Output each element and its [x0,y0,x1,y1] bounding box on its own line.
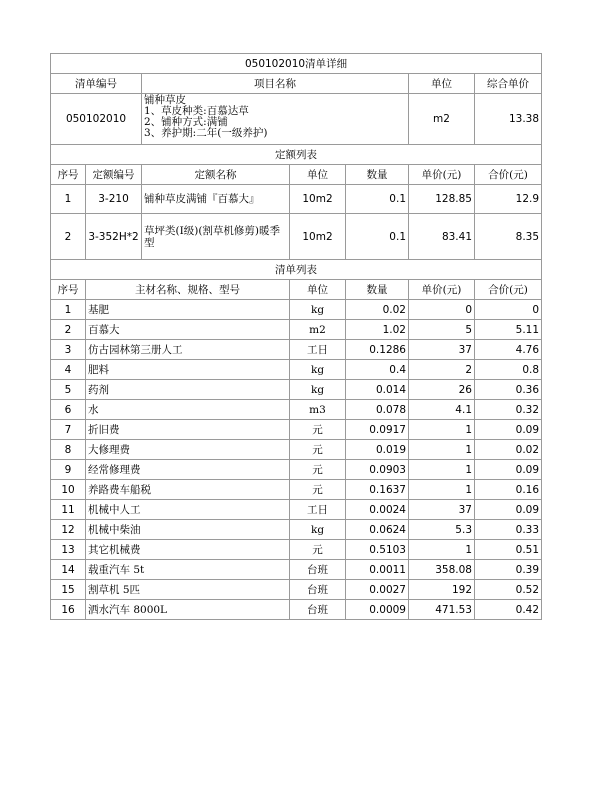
list-unit: kg [290,520,346,540]
list-row [51,580,542,600]
list-seq: 4 [51,360,86,380]
list-unit-price: 471.53 [409,600,475,620]
list-name: 养路费车船税 [86,480,290,500]
list-row [51,500,542,520]
quota-qty: 0.1 [346,214,409,260]
quota-unit-price: 128.85 [409,185,475,214]
list-unit: kg [290,360,346,380]
quota-unit: 10m2 [290,214,346,260]
quota-name-header: 定额名称 [142,165,290,185]
list-qty: 0.0917 [346,420,409,440]
list-seq: 14 [51,560,86,580]
list-qty: 0.0009 [346,600,409,620]
quota-header-row [51,165,542,185]
item-name-header: 项目名称 [142,74,409,94]
quota-code: 3-352H*2 [86,214,142,260]
list-name: 洒水汽车 8000L [86,600,290,620]
list-unit-price: 26 [409,380,475,400]
list-unit-price: 4.1 [409,400,475,420]
item-code-header: 清单编号 [51,74,142,94]
list-seq: 1 [51,300,86,320]
list-row [51,440,542,460]
quota-qty-header: 数量 [346,165,409,185]
list-unit-price: 358.08 [409,560,475,580]
item-name-line: 2、铺种方式:满铺 [144,116,228,128]
quota-code-header: 定额编号 [86,165,142,185]
title-row [51,54,542,74]
list-total: 0 [475,300,542,320]
list-qty: 0.1637 [346,480,409,500]
list-total-header: 合价(元) [475,280,542,300]
list-row [51,420,542,440]
quota-seq: 1 [51,185,86,214]
list-name: 其它机械费 [86,540,290,560]
item-unit-header: 单位 [409,74,475,94]
bill-detail-table [50,53,542,620]
list-seq-header: 序号 [51,280,86,300]
list-name: 基肥 [86,300,290,320]
list-unit: m2 [290,320,346,340]
item-code: 050102010 [51,94,142,145]
list-unit: 工日 [290,340,346,360]
quota-code: 3-210 [86,185,142,214]
list-name: 机械中人工 [86,500,290,520]
list-unit: 台班 [290,600,346,620]
list-unit-price: 2 [409,360,475,380]
list-name: 折旧费 [86,420,290,440]
item-unit: m2 [409,94,475,145]
list-seq: 11 [51,500,86,520]
quota-unit-header: 单位 [290,165,346,185]
list-name: 载重汽车 5t [86,560,290,580]
quota-name: 草坪类(Ⅰ级)(割草机修剪)暖季型 [142,214,290,260]
list-seq: 2 [51,320,86,340]
quota-total-header: 合价(元) [475,165,542,185]
list-row [51,400,542,420]
list-total: 0.09 [475,500,542,520]
list-unit-price: 1 [409,480,475,500]
quota-unit: 10m2 [290,185,346,214]
list-name: 大修理费 [86,440,290,460]
list-name: 仿古园林第三册人工 [86,340,290,360]
list-total: 0.51 [475,540,542,560]
list-name: 药剂 [86,380,290,400]
list-unit-price: 1 [409,440,475,460]
item-description [142,94,409,145]
quota-total: 8.35 [475,214,542,260]
list-qty: 0.0011 [346,560,409,580]
item-name-line: 铺种草皮 [144,94,186,106]
list-unit-price-header: 单价(元) [409,280,475,300]
quota-name: 铺种草皮满铺『百慕大』 [142,185,290,214]
list-total: 0.39 [475,560,542,580]
list-section-row [51,260,542,280]
list-total: 0.02 [475,440,542,460]
list-name: 机械中柴油 [86,520,290,540]
list-unit: 台班 [290,580,346,600]
list-seq: 5 [51,380,86,400]
list-unit: kg [290,380,346,400]
list-unit: 元 [290,540,346,560]
list-unit: 元 [290,440,346,460]
list-total: 4.76 [475,340,542,360]
quota-seq: 2 [51,214,86,260]
list-name: 经常修理费 [86,460,290,480]
list-name: 肥料 [86,360,290,380]
list-qty: 0.5103 [346,540,409,560]
list-unit-price: 1 [409,420,475,440]
list-unit-price: 1 [409,460,475,480]
list-unit: 元 [290,480,346,500]
list-unit-price: 37 [409,500,475,520]
quota-total: 12.9 [475,185,542,214]
list-unit-price: 5 [409,320,475,340]
list-qty: 0.02 [346,300,409,320]
list-row [51,480,542,500]
quota-section-row [51,145,542,165]
item-header-row [51,74,542,94]
list-row [51,360,542,380]
list-row [51,600,542,620]
list-seq: 6 [51,400,86,420]
list-seq: 16 [51,600,86,620]
quota-row [51,185,542,214]
list-seq: 8 [51,440,86,460]
list-unit-price: 0 [409,300,475,320]
list-row [51,560,542,580]
list-name: 水 [86,400,290,420]
list-total: 0.09 [475,460,542,480]
item-price-header: 综合单价 [475,74,542,94]
list-row [51,380,542,400]
list-unit-price: 5.3 [409,520,475,540]
item-name-line: 3、养护期:二年(一级养护) [144,127,268,139]
quota-seq-header: 序号 [51,165,86,185]
list-unit: kg [290,300,346,320]
quota-unit-price: 83.41 [409,214,475,260]
list-seq: 9 [51,460,86,480]
list-total: 0.42 [475,600,542,620]
list-row [51,460,542,480]
list-unit-header: 单位 [290,280,346,300]
list-unit: 元 [290,420,346,440]
quota-unit-price-header: 单价(元) [409,165,475,185]
list-total: 0.36 [475,380,542,400]
list-qty-header: 数量 [346,280,409,300]
list-seq: 13 [51,540,86,560]
table-title: 050102010清单详细 [51,54,542,74]
list-total: 0.32 [475,400,542,420]
list-seq: 15 [51,580,86,600]
list-name-header: 主材名称、规格、型号 [86,280,290,300]
list-qty: 0.019 [346,440,409,460]
list-unit: m3 [290,400,346,420]
item-price: 13.38 [475,94,542,145]
quota-row [51,214,542,260]
quota-qty: 0.1 [346,185,409,214]
list-unit: 工日 [290,500,346,520]
list-row [51,520,542,540]
list-total: 0.8 [475,360,542,380]
list-unit: 台班 [290,560,346,580]
quota-section-title: 定额列表 [51,145,542,165]
list-total: 0.16 [475,480,542,500]
list-seq: 10 [51,480,86,500]
list-total: 5.11 [475,320,542,340]
list-qty: 0.1286 [346,340,409,360]
list-header-row [51,280,542,300]
list-unit-price: 192 [409,580,475,600]
item-row [51,94,542,145]
list-seq: 7 [51,420,86,440]
list-name: 百慕大 [86,320,290,340]
list-seq: 12 [51,520,86,540]
list-unit-price: 37 [409,340,475,360]
list-qty: 0.0903 [346,460,409,480]
list-qty: 0.0027 [346,580,409,600]
list-row [51,340,542,360]
list-section-title: 清单列表 [51,260,542,280]
list-total: 0.33 [475,520,542,540]
item-name-line: 1、草皮种类:百慕达草 [144,105,249,117]
list-qty: 0.014 [346,380,409,400]
list-row [51,300,542,320]
list-qty: 0.0024 [346,500,409,520]
list-row [51,320,542,340]
list-total: 0.52 [475,580,542,600]
list-seq: 3 [51,340,86,360]
list-qty: 0.078 [346,400,409,420]
list-name: 割草机 5匹 [86,580,290,600]
list-unit: 元 [290,460,346,480]
list-unit-price: 1 [409,540,475,560]
list-qty: 0.0624 [346,520,409,540]
list-qty: 1.02 [346,320,409,340]
list-row [51,540,542,560]
list-qty: 0.4 [346,360,409,380]
list-total: 0.09 [475,420,542,440]
